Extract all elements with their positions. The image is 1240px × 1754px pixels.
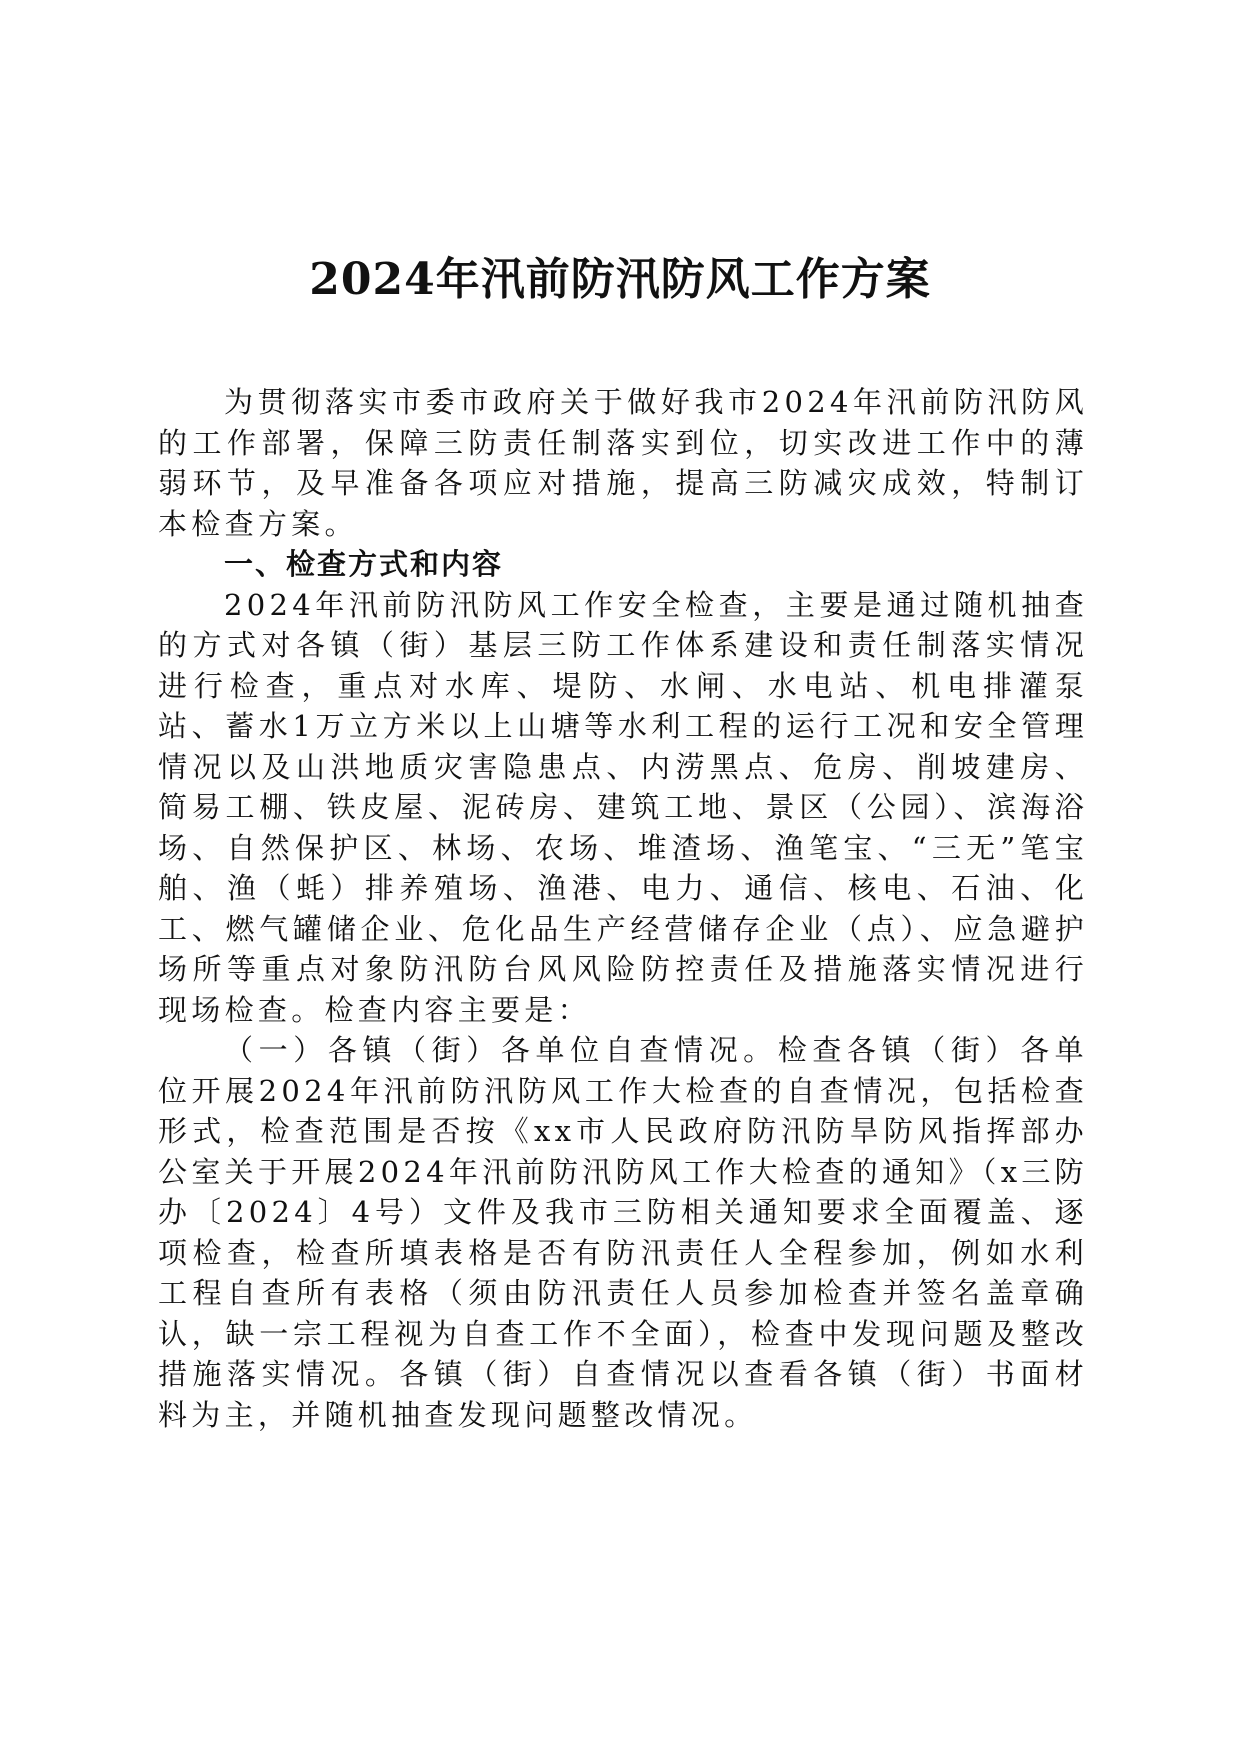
document-body bbox=[158, 382, 1088, 1435]
section-heading: 一、检查方式和内容 bbox=[224, 547, 504, 581]
document-title: 2024年汛前防汛防风工作方案 bbox=[309, 254, 931, 305]
subsection-paragraph: （一）各镇（街）各单位自查情况。检查各镇（街）各单位开展2024年汛前防汛防风工作大检查的自查情况，包括检查形式，检查范围是否按《xx市人民政府防汛防旱防风指挥部办公室关于开展2024年汛前防汛防风工作大检查的通知》（x三防办〔2024〕4号）文件及我市三防相关通知要求全面覆盖、逐项检查，检查所填表格是否有防汛责任人全程参加，例如水利工程自查所有表格（须由防汛责任人员参加检查并签名盖章确认，缺一宗工程视为自查工作不全面），检查中发现问题及整改措施落实情况。各镇（街）自查情况以查看各镇（街）书面材料为主，并随机抽查发现问题整改情况。 bbox=[158, 1033, 1088, 1432]
intro-paragraph: 为贯彻落实市委市政府关于做好我市2024年汛前防汛防风的工作部署，保障三防责任制落实到位，切实改进工作中的薄弱环节，及早准备各项应对措施，提高三防减灾成效，特制订本检查方案。 bbox=[158, 385, 1088, 541]
section-paragraph: 2024年汛前防汛防风工作安全检查，主要是通过随机抽查的方式对各镇（街）基层三防工作体系建设和责任制落实情况进行检查，重点对水库、堤防、水闸、水电站、机电排灌泵站、蓄水1万立方米以上山塘等水利工程的运行工况和安全管理情况以及山洪地质灾害隐患点、内涝黑点、危房、削坡建房、简易工棚、铁皮屋、泥砖房、建筑工地、景区（公园）、滨海浴场、自然保护区、林场、农场、堆渣场、渔笔宝、“三无”笔宝舶、渔（蚝）排养殖场、渔港、电力、通信、核电、石油、化工、燃气罐储企业、危化品生产经营储存企业（点）、应急避护场所等重点对象防汛防台风风险防控责任及措施落实情况进行现场检查。检查内容主要是： bbox=[158, 587, 1088, 1027]
